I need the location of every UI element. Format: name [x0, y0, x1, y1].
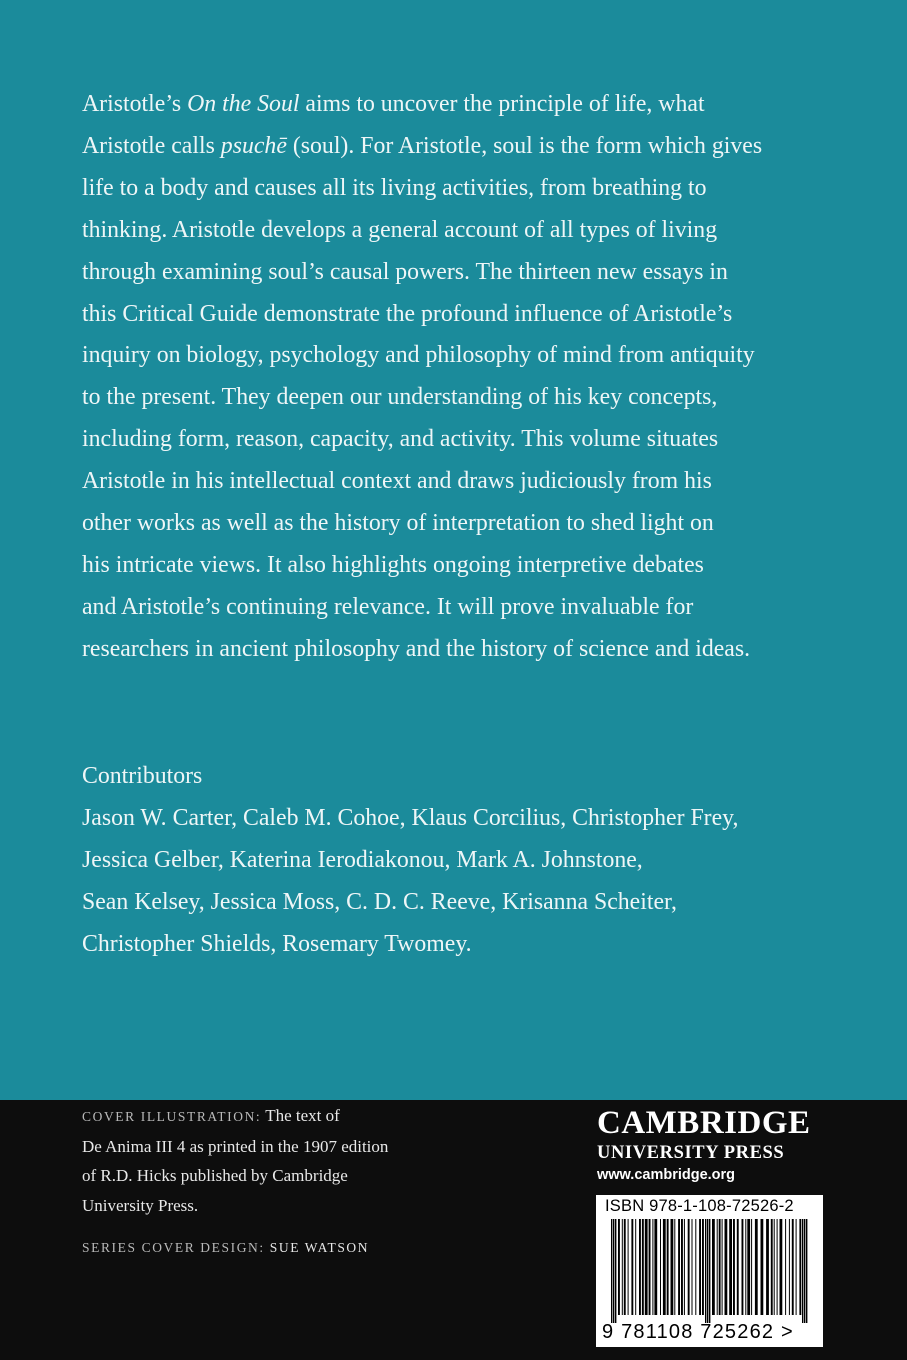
- contributors-section: [82, 755, 842, 965]
- blurb-text: to the present. They deepen our understanding of his key concepts,: [82, 384, 718, 411]
- blurb-text: (soul). For Aristotle, soul is the form which gives: [286, 132, 763, 159]
- barcode-bar: [737, 1219, 739, 1315]
- barcode-bar: [652, 1219, 653, 1315]
- blurb-text: this Critical Guide demonstrate the profound influence of Aristotle’s: [82, 300, 733, 327]
- contributors-line: Sean Kelsey, Jessica Moss, C. D. C. Reeve, Krisanna Scheiter,: [82, 889, 677, 915]
- barcode-bar: [628, 1219, 629, 1315]
- barcode-guard-bar: [705, 1219, 706, 1323]
- cover-illustration-line: of R.D. Hicks published by Cambridge: [82, 1166, 348, 1185]
- series-design-credit: [82, 1232, 482, 1263]
- barcode-bar: [618, 1219, 620, 1315]
- barcode-bar: [761, 1219, 764, 1315]
- barcode-bar: [639, 1219, 641, 1315]
- blurb-line: [82, 84, 842, 126]
- blurb-line: [82, 419, 842, 461]
- blurb-text: and Aristotle’s continuing relevance. It will prove invaluable for: [82, 593, 694, 620]
- blurb-text: researchers in ancient philosophy and the history of science and ideas.: [82, 635, 751, 662]
- cover-illustration-line: University Press.: [82, 1195, 199, 1215]
- description-blurb: [82, 84, 842, 671]
- barcode-bar: [678, 1219, 680, 1315]
- series-designer-name: SUE WATSON: [264, 1240, 370, 1255]
- barcode-bar: [792, 1219, 794, 1315]
- blurb-line: [82, 252, 842, 294]
- barcode-bar: [771, 1219, 773, 1315]
- barcode-bar: [717, 1219, 718, 1315]
- barcode-bar: [663, 1219, 666, 1315]
- barcode-bar: [692, 1219, 693, 1315]
- barcode-bar: [780, 1219, 783, 1315]
- cover-illustration-line: De Anima III 4 as printed in the 1907 edition: [82, 1136, 389, 1156]
- barcode-bar: [742, 1219, 744, 1315]
- barcode-bar: [671, 1219, 674, 1315]
- blurb-text: other works as well as the history of interpretation to shed light on: [82, 510, 714, 537]
- blurb-line: [82, 335, 842, 377]
- blurb-line: [82, 503, 842, 545]
- blurb-text: Aristotle’s: [82, 91, 188, 117]
- barcode-bar: [660, 1219, 661, 1315]
- barcode-bar: [654, 1219, 657, 1315]
- contributors-line: Christopher Shields, Rosemary Twomey.: [82, 931, 472, 957]
- barcode-bar: [796, 1219, 797, 1315]
- barcode-bar: [702, 1219, 704, 1315]
- barcode-bar: [755, 1219, 758, 1315]
- blurb-text: life to a body and causes all its living activities, from breathing to: [82, 174, 707, 201]
- barcode-bar: [622, 1219, 623, 1315]
- barcode-bar: [631, 1219, 633, 1315]
- blurb-line: [82, 461, 842, 503]
- blurb-line: [82, 168, 842, 210]
- barcode-guard-bar: [707, 1219, 708, 1323]
- isbn-label: ISBN 978-1-108-72526-2: [605, 1197, 794, 1215]
- barcode-guard-bar: [709, 1219, 710, 1323]
- barcode-bar: [649, 1219, 651, 1315]
- barcode-bar: [635, 1219, 636, 1315]
- contributors-line: Jessica Gelber, Katerina Ierodiakonou, Mark A. Johnstone,: [82, 847, 643, 873]
- barcode-bar: [747, 1219, 750, 1315]
- blurb-line: [82, 294, 842, 336]
- blurb-italic-title: On the Soul: [187, 91, 300, 117]
- publisher-name: CAMBRIDGE: [597, 1105, 811, 1141]
- blurb-line: [82, 587, 842, 629]
- blurb-text: inquiry on biology, psychology and philosophy of mind from antiquity: [82, 342, 755, 369]
- blurb-line: [82, 210, 842, 252]
- barcode-bar: [688, 1219, 690, 1315]
- blurb-text: Aristotle calls: [82, 132, 221, 159]
- cover-illustration-credit: [82, 1101, 482, 1220]
- barcode-bar: [745, 1219, 746, 1315]
- series-design-label: SERIES COVER DESIGN:: [82, 1240, 265, 1255]
- blurb-line: [82, 629, 842, 671]
- blurb-text: thinking. Aristotle develops a general account of all types of living: [82, 216, 718, 243]
- barcode-bar: [799, 1219, 801, 1315]
- publisher-subname: UNIVERSITY PRESS: [597, 1143, 785, 1163]
- barcode-guard-bar: [806, 1219, 807, 1323]
- contributors-line: Jason W. Carter, Caleb M. Cohoe, Klaus Corcilius, Christopher Frey,: [82, 805, 739, 831]
- barcode-bar: [674, 1219, 675, 1315]
- cover-illustration-text: The text of: [261, 1106, 340, 1125]
- barcode-bar: [785, 1219, 786, 1315]
- barcode-bar: [695, 1219, 696, 1315]
- barcode-guard-bar: [802, 1219, 803, 1323]
- contributors-heading: Contributors: [82, 763, 203, 789]
- barcode-bar: [684, 1219, 685, 1315]
- barcode-guard-bar: [611, 1219, 612, 1323]
- barcode-bar: [774, 1219, 775, 1315]
- barcode-bar: [681, 1219, 683, 1315]
- cover-illustration-label: COVER ILLUSTRATION:: [82, 1109, 262, 1124]
- blurb-text: his intricate views. It also highlights ongoing interpretive debates: [82, 551, 704, 578]
- blurb-text: aims to uncover the principle of life, what: [299, 91, 705, 117]
- barcode: [601, 1219, 818, 1323]
- blurb-line: [82, 126, 842, 168]
- barcode-bar: [725, 1219, 728, 1315]
- blurb-italic-title: psuchē: [220, 132, 287, 159]
- blurb-line: [82, 545, 842, 587]
- barcode-bar: [712, 1219, 715, 1315]
- barcode-bar: [789, 1219, 790, 1315]
- barcode-bar: [624, 1219, 626, 1315]
- barcode-bar: [722, 1219, 723, 1315]
- barcode-bar: [645, 1219, 648, 1315]
- barcode-bar: [777, 1219, 778, 1315]
- barcode-guard-bar: [613, 1219, 614, 1323]
- isbn-barcode-box: [596, 1195, 823, 1347]
- isbn-digits: 9 781108 725262 >: [602, 1321, 794, 1343]
- barcode-bar: [751, 1219, 752, 1315]
- barcode-bar: [642, 1219, 644, 1315]
- blurb-line: [82, 377, 842, 419]
- publisher-logo: [597, 1104, 811, 1186]
- barcode-bar: [733, 1219, 735, 1315]
- barcode-guard-bar: [615, 1219, 616, 1323]
- barcode-bar: [667, 1219, 669, 1315]
- publisher-url: www.cambridge.org: [597, 1167, 736, 1183]
- barcode-bar: [719, 1219, 721, 1315]
- barcode-bar: [766, 1219, 769, 1315]
- blurb-text: through examining soul’s causal powers. The thirteen new essays in: [82, 258, 728, 285]
- blurb-text: Aristotle in his intellectual context and draws judiciously from his: [82, 468, 712, 495]
- barcode-bar: [699, 1219, 701, 1315]
- barcode-bar: [729, 1219, 732, 1315]
- blurb-text: including form, reason, capacity, and activity. This volume situates: [82, 426, 719, 453]
- barcode-guard-bar: [804, 1219, 805, 1323]
